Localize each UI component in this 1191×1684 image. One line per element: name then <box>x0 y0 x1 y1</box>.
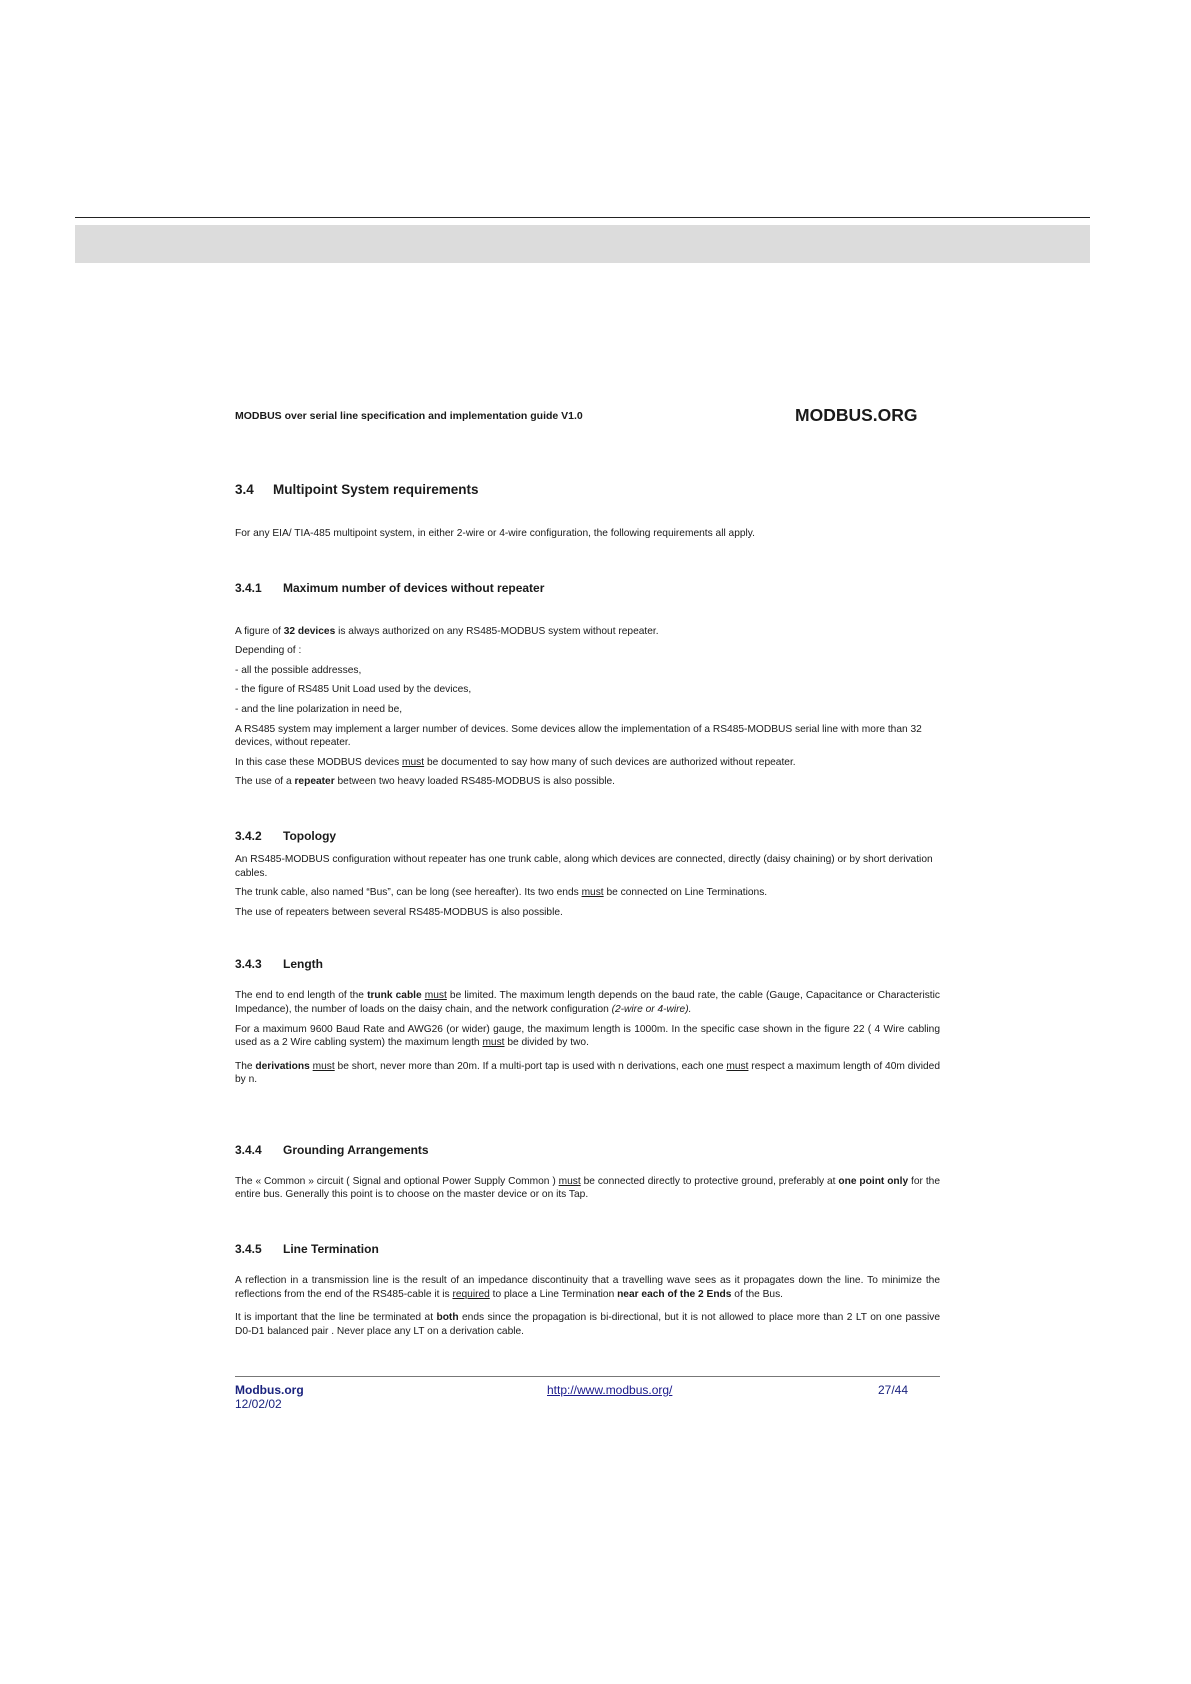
footer-url-link[interactable]: http://www.modbus.org/ <box>547 1383 673 1397</box>
section-title: Line Termination <box>283 1242 379 1257</box>
paragraph: The use of a repeater between two heavy loaded RS485-MODBUS is also possible. <box>235 776 615 788</box>
paragraph: A reflection in a transmission line is the result of an impedance discontinuity that a travelling wave sees as it propagates down the line. To minimize the reflections from the end of the RS485-cable it is required to place a Line Termination near each of the 2 Ends of the Bus. <box>235 1275 940 1300</box>
section-3-4-1-heading <box>235 581 940 595</box>
section-number: 3.4 <box>235 482 254 497</box>
section-number: 3.4.3 <box>235 957 262 972</box>
paragraph: It is important that the line be terminated at both ends since the propagation is bi-directional, but it is not allowed to place more than 2 LT on one passive D0-D1 balanced pair . Never place any LT on a derivation cable. <box>235 1312 940 1337</box>
section-number: 3.4.4 <box>235 1142 262 1157</box>
paragraph: A figure of 32 devices is always authorized on any RS485-MODBUS system without repeater. <box>235 625 659 637</box>
section-3-4-3 <box>235 957 940 1087</box>
list-item: - the figure of RS485 Unit Load used by the devices, <box>235 684 472 696</box>
section-3-4-2-heading <box>235 829 940 843</box>
footer-org: Modbus.org <box>235 1383 304 1397</box>
spec-title: MODBUS over serial line specification and implementation guide V1.0 <box>235 410 583 422</box>
running-header <box>235 400 940 430</box>
paragraph: The end to end length of the trunk cable must be limited. The maximum length depends on the baud rate, the cable (Gauge, Capacitance or Characteristic Impedance), the number of loads on the daisy chain, and the network configuration (2-wire or 4-wire). <box>235 990 940 1015</box>
paragraph: Depending of : <box>235 645 302 657</box>
section-title: Maximum number of devices without repeater <box>283 580 545 595</box>
section-3-4-3-heading <box>235 957 940 971</box>
footer-rule <box>235 1376 940 1377</box>
section-title: Grounding Arrangements <box>283 1142 429 1157</box>
section-title: Length <box>283 957 323 972</box>
top-rule <box>75 217 1090 218</box>
paragraph: The trunk cable, also named “Bus”, can be long (see hereafter). Its two ends must be connected on Line Terminations. <box>235 887 768 899</box>
section-3-4-4-heading <box>235 1143 940 1157</box>
paragraph: In this case these MODBUS devices must be documented to say how many of such devices are authorized without repeater. <box>235 756 796 768</box>
list-item: - all the possible addresses, <box>235 664 362 676</box>
section-3-4-5 <box>235 1242 940 1338</box>
section-title: Multipoint System requirements <box>273 482 479 497</box>
paragraph: The derivations must be short, never more than 20m. If a multi-port tap is used with n derivations, each one must respect a maximum length of 40m divided by n. <box>235 1060 940 1086</box>
paragraph: The « Common » circuit ( Signal and optional Power Supply Common ) must be connected directly to protective ground, preferably at one point only for the entire bus. Generally this point is to choose on the master device or on its Tap. <box>235 1175 941 1201</box>
footer-left <box>235 1383 304 1411</box>
paragraph: A RS485 system may implement a larger number of devices. Some devices allow the implementation of a RS485-MODBUS serial line with more than 32 devices, without repeater. <box>235 723 922 749</box>
page-number: 27/44 <box>878 1383 909 1397</box>
paragraph: An RS485-MODBUS configuration without repeater has one trunk cable, along which devices are connected, directly (daisy chaining) or by short derivation cables. <box>235 853 933 879</box>
section-number: 3.4.2 <box>235 828 262 843</box>
section-number: 3.4.1 <box>235 580 262 595</box>
list-item: - and the line polarization in need be, <box>235 703 403 715</box>
section-number: 3.4.5 <box>235 1242 262 1257</box>
section-3-4-intro: For any EIA/ TIA-485 multipoint system, in either 2-wire or 4-wire configuration, the following requirements all apply. <box>235 528 755 539</box>
document-page <box>235 400 940 1344</box>
page-footer <box>235 1376 940 1411</box>
section-3-4-1 <box>235 581 940 789</box>
section-3-4-5-heading <box>235 1242 940 1256</box>
paragraph: The use of repeaters between several RS485-MODBUS is also possible. <box>235 906 563 918</box>
paragraph: For a maximum 9600 Baud Rate and AWG26 (or wider) gauge, the maximum length is 1000m. In the specific case shown in the figure 22 ( 4 Wire cabling used as a 2 Wire cabling system) the maximum length must be divided by two. <box>235 1023 940 1049</box>
header-band <box>75 225 1090 263</box>
section-3-4-heading <box>235 482 940 497</box>
section-3-4-4 <box>235 1143 940 1202</box>
footer-date: 12/02/02 <box>235 1397 282 1411</box>
brand-logo-text: MODBUS.ORG <box>795 405 918 425</box>
section-title: Topology <box>283 828 337 843</box>
section-3-4-2 <box>235 829 940 919</box>
